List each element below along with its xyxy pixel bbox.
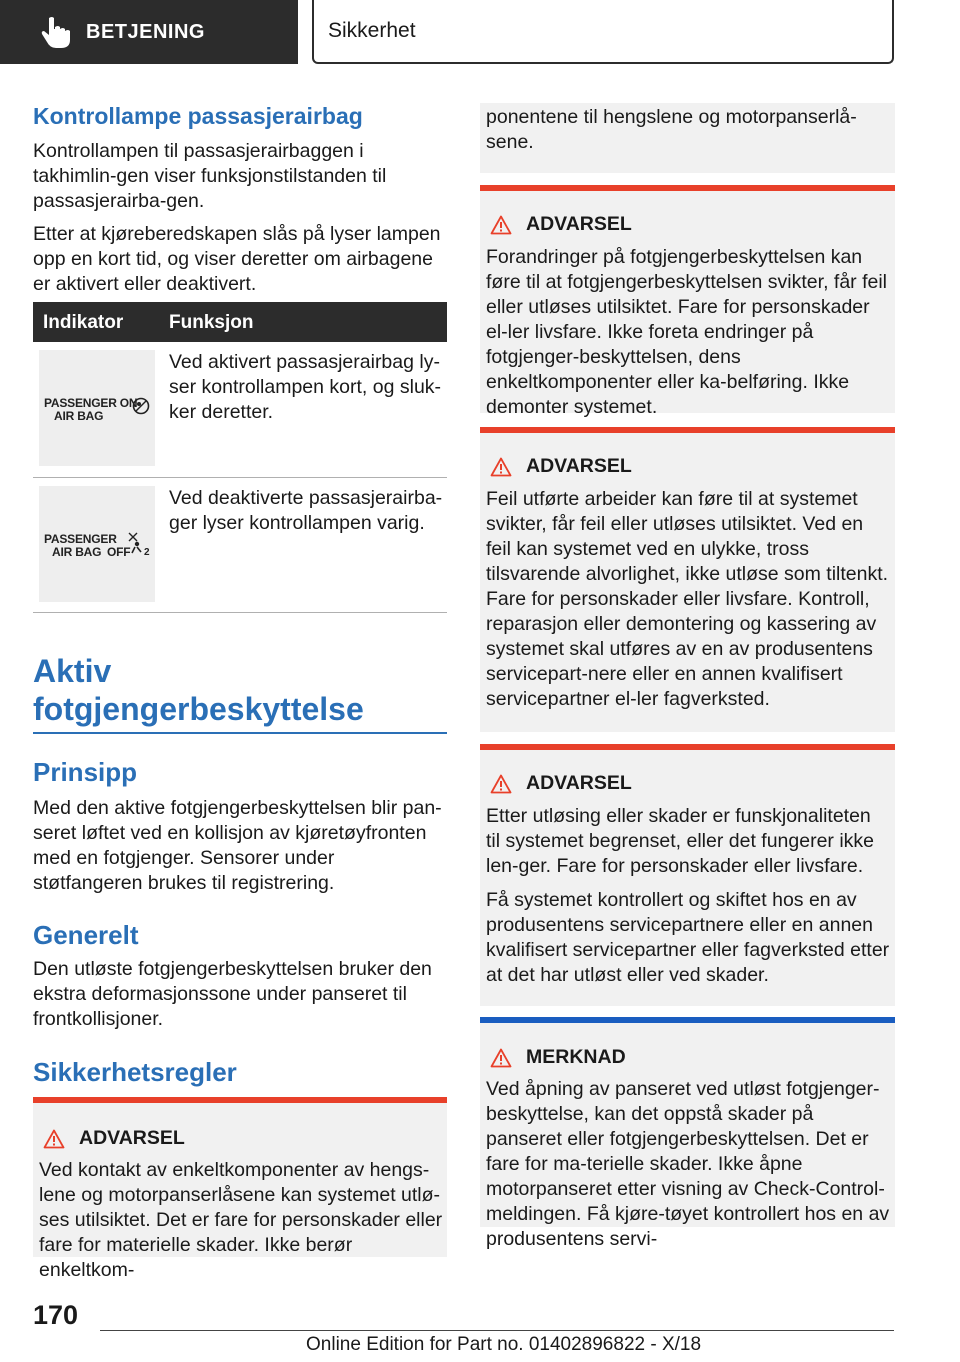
paragraph-kontrollampe-1: Kontrollampen til passasjerairbaggen i takhimlin-gen viser funksjonstilstanden til passasjerairba-gen. xyxy=(33,140,387,212)
warning-text-2: Få systemet kontrollert og skiftet hos en av produsentens servicepartnere eller en annen kvalifisert servicepartner eller fagverksted etter at det har utløst eller ved skader. xyxy=(486,889,890,986)
warning-box-3 xyxy=(480,427,895,732)
footer-rule xyxy=(100,1330,894,1331)
note-box xyxy=(480,1017,895,1250)
warning-title: ADVARSEL xyxy=(526,213,632,235)
warning-title: ADVARSEL xyxy=(526,455,632,477)
note-heading xyxy=(490,1046,626,1069)
warning-bar xyxy=(480,185,895,191)
continued-box xyxy=(480,103,895,173)
heading-kontrollampe: Kontrollampe passasjerairbag xyxy=(33,103,363,129)
warning-bar xyxy=(480,427,895,433)
indicator-label-line1: PASSENGER ON xyxy=(44,396,138,410)
header-chapter-tab xyxy=(312,0,894,64)
warning-heading xyxy=(490,455,632,478)
warning-triangle-icon xyxy=(490,457,512,477)
warning-bar xyxy=(33,1097,447,1103)
warning-box-2 xyxy=(480,185,895,418)
airbag-on-icon xyxy=(132,397,150,415)
indicator-label-line2: AIR BAG xyxy=(54,409,104,423)
indicator-label-line2: AIR BAG xyxy=(52,545,102,559)
note-bar xyxy=(480,1017,895,1023)
warning-triangle-icon xyxy=(490,1048,512,1068)
warning-heading xyxy=(490,213,632,236)
warning-box-4 xyxy=(480,744,895,1006)
svg-text:2: 2 xyxy=(144,547,150,558)
paragraph-kontrollampe-2: Etter at kjøreberedskapen slås på lyser lampen opp en kort tid, og viser deretter om airbagene er aktivert eller deaktivert. xyxy=(33,223,441,295)
table-row-2-text: Ved deaktiverte passasjerairba-ger lyser kontrollampen varig. xyxy=(169,487,443,534)
table-row-1-text: Ved aktivert passasjerairbag ly-ser kontrollampen kort, og sluk-ker deretter. xyxy=(169,351,442,423)
warning-heading xyxy=(43,1127,185,1150)
footer-edition: Online Edition for Part no. 01402896822 - X/18 xyxy=(306,1334,702,1355)
paragraph-generelt: Den utløste fotgjengerbeskyttelsen bruker den ekstra deformasjonssone under panseret til frontkollisjoner. xyxy=(33,958,432,1030)
warning-triangle-icon xyxy=(490,215,512,235)
warning-title: ADVARSEL xyxy=(79,1127,185,1149)
section-title: BETJENING xyxy=(86,20,205,43)
warning-box-1 xyxy=(33,1097,447,1281)
page-number: 170 xyxy=(33,1300,79,1330)
note-title: MERKNAD xyxy=(526,1046,626,1068)
airbag-off-icon xyxy=(125,530,153,558)
warning-text: Ved kontakt av enkeltkomponenter av hengs-lene og motorpanserlåsene kan systemet utlø-ses utilsiktet. Det er fare for personskader eller fare for materielle skader. Ikke berør enkeltkom- xyxy=(39,1159,443,1281)
note-text: Ved åpning av panseret ved utløst fotgjenger-beskyttelse, kan det oppstå skader på panseret eller fotgjengerbeskyttelsen. Det er fare for ma-terielle skader. Ikke åpne motorpanseret etter visning av Check-Control-meldingen. Få kjøre-tøyet kontrollert hos en av produsentens servi- xyxy=(486,1078,890,1250)
table-row-divider xyxy=(33,477,447,478)
paragraph-prinsipp: Med den aktive fotgjengerbeskyttelsen blir pan-seret løftet ved en kollisjon av kjøretøyfronten med en fotgjenger. Sensorer under støtfangeren brukes til registrering. xyxy=(33,797,442,894)
heading-sikkerhetsregler: Sikkerhetsregler xyxy=(33,1057,237,1087)
table-header xyxy=(33,302,447,342)
indicator-passenger-airbag-off xyxy=(39,486,155,602)
chapter-heading-rule xyxy=(33,732,447,734)
indicator-passenger-airbag-on xyxy=(39,350,155,466)
indicator-off-label: OFF xyxy=(107,545,131,559)
warning-triangle-icon xyxy=(490,774,512,794)
chapter-heading-line2: fotgjengerbeskyttelse xyxy=(33,691,364,727)
warning-text: Feil utførte arbeider kan føre til at systemet svikter, får feil eller utløses utilsiktet. Ved en feil kan systemet ved en ulykke, tross tilsvarende alvorlighet, ikke utløse som tiltenkt. Fare for personskader eller livsfare. Kontroll, reparasjon eller demontering og kassering av systemet skal utføres av en av produsentens servicepart-nere eller en annen kvalifisert servicepartner el-ler fagverksted. xyxy=(486,488,889,710)
warning-text-1: Etter utløsing eller skader er funskjonaliteten til systemet begrenset, eller det fungerer ikke len-ger. Fare for personskader eller livsfare. xyxy=(486,805,875,877)
header-section-tab xyxy=(0,0,298,64)
indicator-label-line1: PASSENGER xyxy=(44,532,117,546)
table-header-funksjon: Funksjon xyxy=(169,312,254,333)
warning-heading xyxy=(490,772,632,795)
warning-title: ADVARSEL xyxy=(526,772,632,794)
hand-pointer-icon xyxy=(38,14,74,50)
warning-text: Forandringer på fotgjengerbeskyttelsen kan føre til at fotgjengerbeskyttelsen svikter, får feil eller utløses utilsiktet. Fare for personskader el-ler livsfare. Ikke foreta endringer på fotgjenger-beskyttelsen, dens enkeltkomponenter eller ka-belføring. Ikke demonter systemet. xyxy=(486,246,888,418)
continued-text: ponentene til hengslene og motorpanserlå-sene. xyxy=(486,106,857,153)
table-row-divider xyxy=(33,612,447,613)
warning-bar xyxy=(480,744,895,750)
heading-generelt: Generelt xyxy=(33,920,139,950)
warning-triangle-icon xyxy=(43,1129,65,1149)
heading-prinsipp: Prinsipp xyxy=(33,757,138,787)
table-header-indikator: Indikator xyxy=(43,312,124,333)
chapter-heading-line1: Aktiv xyxy=(33,653,112,689)
chapter-title: Sikkerhet xyxy=(328,19,416,42)
